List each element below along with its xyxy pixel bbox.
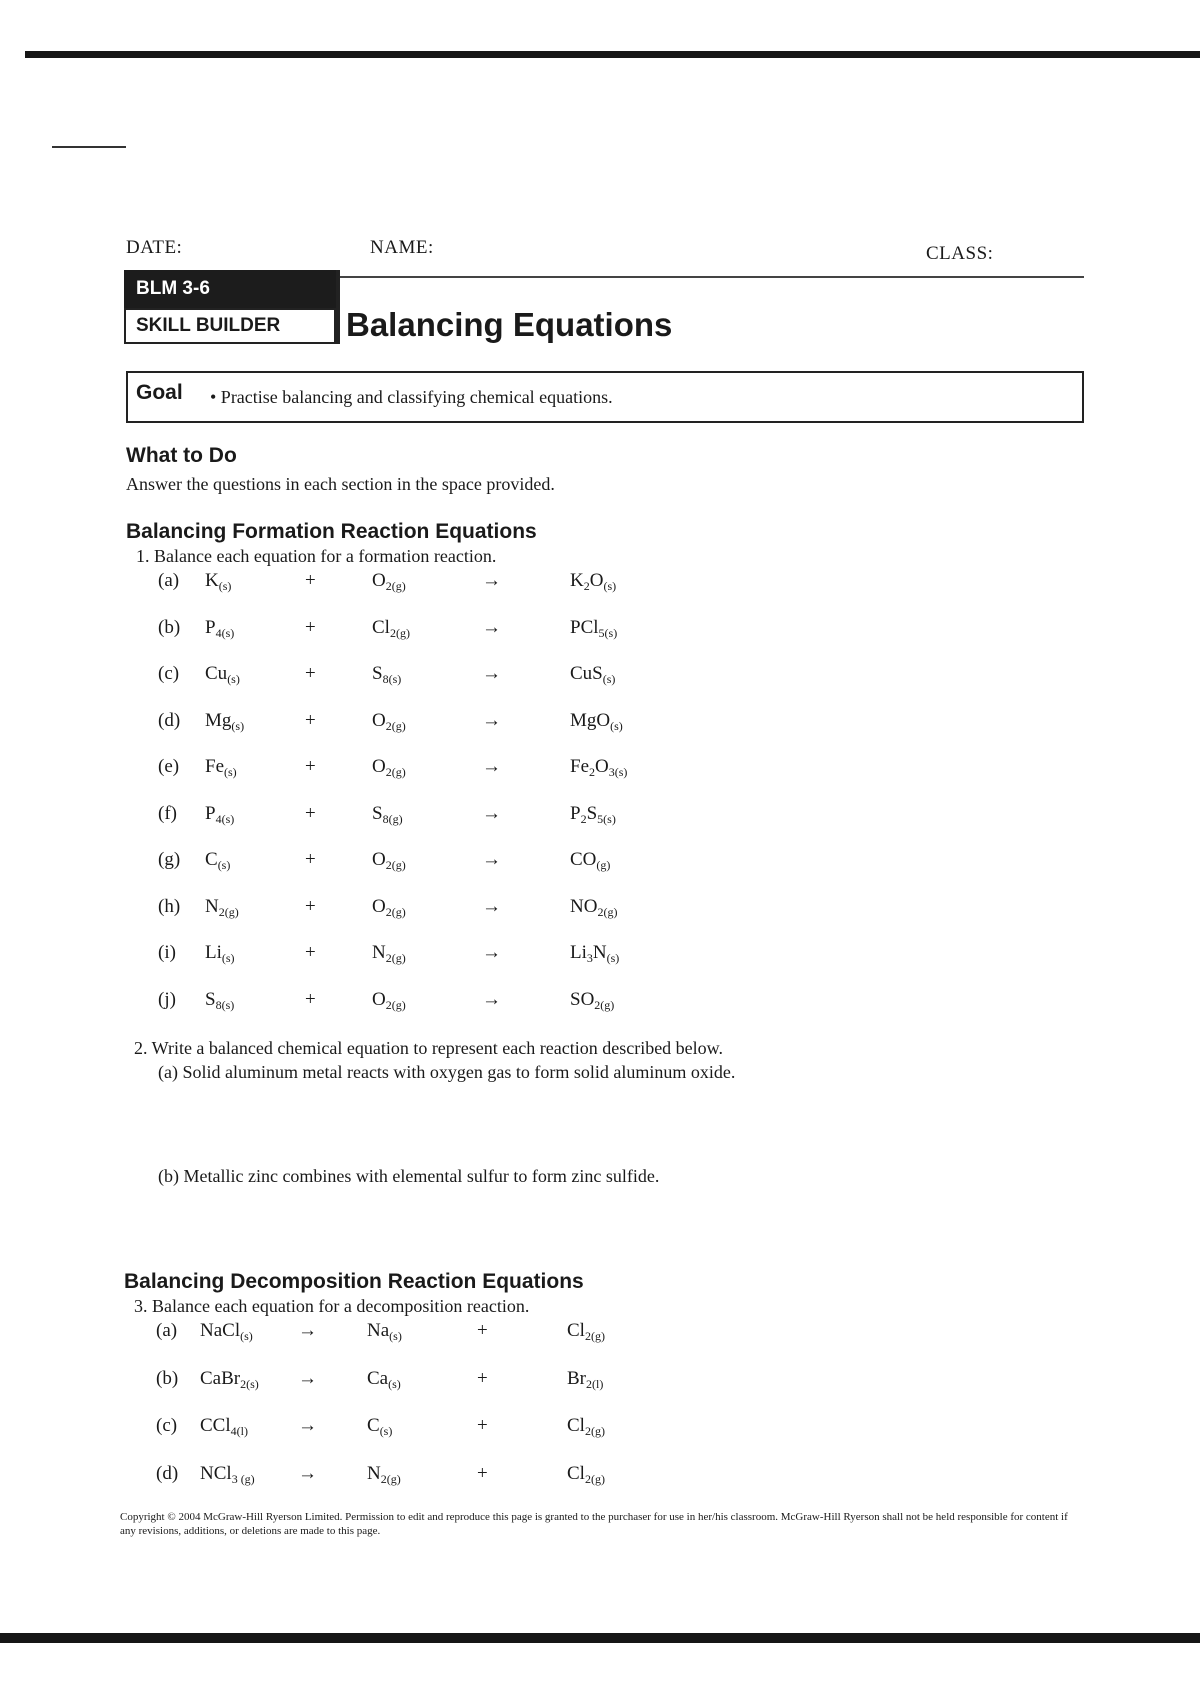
reactant-1: $Mg_{(s)}$ [205,709,245,733]
product-1: $N_{2(g)}$ [367,1462,401,1486]
reactant-2: $Cl_{2(g)}$ [372,616,410,640]
plus-sign: + [477,1462,488,1484]
reaction-arrow: → [298,1320,317,1341]
reactant: CaBr$_{2(s)}$ [200,1367,259,1391]
product-2: $Cl_{2(g)}$ [567,1320,605,1343]
reactant-1: $P_{4(s)}$ [205,802,235,826]
scan-mark [52,146,126,148]
item-label: (b) [156,1367,179,1389]
reactant-2: $S_{8(s)}$ [372,663,402,686]
what-to-do-heading: What to Do [126,444,237,467]
reaction-arrow: → [298,1415,317,1436]
reactant-1: $C_{(s)}$ [205,849,231,872]
reactant-1: $P_{4(s)}$ [205,616,235,640]
goal-label: Goal [136,381,183,404]
product: $CO_{(g)}$ [570,849,611,872]
question-2a-prompt: (a) Solid aluminum metal reacts with oxygen gas to form solid aluminum oxide. [158,1062,736,1082]
reactant-2: $O_{2(g)}$ [372,570,406,593]
page-title: Balancing Equations [346,306,673,343]
reactant: CCl$_{4(l)}$ [200,1415,248,1438]
title-divider [336,270,340,344]
question-2b-prompt: (b) Metallic zinc combines with elemental sulfur to form zinc sulfide. [158,1166,660,1186]
reactant-1: $S_{8(s)}$ [205,988,235,1012]
item-label: (j) [158,988,176,1010]
item-label: (i) [158,942,176,963]
plus-sign: + [477,1367,488,1389]
reaction-arrow: → [482,570,501,591]
scan-border-top [25,51,1200,58]
reactant: NaCl$_{(s)}$ [200,1320,253,1343]
reactant-2: $N_{2(g)}$ [372,942,406,965]
reaction-arrow: → [482,616,501,638]
product: $NO_{2(g)}$ [570,895,618,919]
date-label: DATE: [126,237,183,258]
plus-sign: + [305,942,316,963]
reaction-arrow: → [482,895,501,917]
blm-code-badge: BLM 3-6 [124,270,336,308]
reactant-2: $S_{8(g)}$ [372,802,403,826]
reactant-1: $Cu_{(s)}$ [205,663,240,686]
plus-sign: + [477,1415,488,1436]
product-2: $Br_{2(l)}$ [567,1367,604,1391]
goal-text: • Practise balancing and classifying chemical equations. [210,387,613,407]
plus-sign: + [305,802,316,824]
question-2-prompt: 2. Write a balanced chemical equation to represent each reaction described below. [134,1038,723,1058]
reaction-arrow: → [298,1367,317,1389]
item-label: (a) [158,570,180,591]
reactant-2: $O_{2(g)}$ [372,988,406,1012]
item-label: (d) [156,1462,179,1484]
reaction-arrow: → [298,1462,317,1484]
product-2: $Cl_{2(g)}$ [567,1415,605,1438]
reactant-1: $Li_{(s)}$ [205,942,235,965]
reactant-1: $Fe_{(s)}$ [205,756,237,779]
question-3-prompt: 3. Balance each equation for a decomposition reaction. [134,1296,530,1316]
reaction-arrow: → [482,849,501,870]
product-1: $Na_{(s)}$ [367,1320,402,1343]
product: CuS$_{(s)}$ [570,663,616,686]
product: $K_2O_{(s)}$ [570,570,617,593]
item-label: (a) [156,1320,178,1341]
product-2: $Cl_{2(g)}$ [567,1462,605,1486]
plus-sign: + [305,663,316,684]
item-label: (b) [158,616,181,638]
product: $P_2S_{5(s)}$ [570,802,616,826]
item-label: (f) [158,802,177,824]
plus-sign: + [305,616,316,638]
product: $SO_{2(g)}$ [570,988,615,1012]
item-label: (c) [156,1415,178,1436]
reactant-2: $O_{2(g)}$ [372,849,406,872]
plus-sign: + [305,570,316,591]
item-label: (g) [158,849,181,870]
plus-sign: + [305,849,316,870]
plus-sign: + [305,709,316,731]
item-label: (d) [158,709,181,731]
plus-sign: + [305,895,316,917]
product: $Fe_2O_{3(s)}$ [570,756,628,779]
product: $Li_3N_{(s)}$ [570,942,620,965]
name-label: NAME: [370,237,434,258]
item-label: (c) [158,663,180,684]
product-1: $Ca_{(s)}$ [367,1367,401,1391]
decomposition-heading: Balancing Decomposition Reaction Equations [124,1270,584,1293]
question-1-prompt: 1. Balance each equation for a formation reaction. [136,546,497,566]
item-label: (e) [158,756,180,777]
formation-heading: Balancing Formation Reaction Equations [126,520,537,543]
plus-sign: + [305,988,316,1010]
skill-builder-badge: SKILL BUILDER [124,308,336,344]
reaction-arrow: → [482,756,501,777]
plus-sign: + [305,756,316,777]
scan-border-bottom [0,1633,1200,1643]
reaction-arrow: → [482,988,501,1010]
reactant-2: $O_{2(g)}$ [372,709,406,733]
reactant-1: $K_{(s)}$ [205,570,232,593]
reaction-arrow: → [482,663,501,684]
reactant-2: $O_{2(g)}$ [372,756,406,779]
reactant-1: $N_{2(g)}$ [205,895,239,919]
product-1: $C_{(s)}$ [367,1415,393,1438]
reaction-arrow: → [482,709,501,731]
class-label: CLASS: [926,243,994,264]
reaction-arrow: → [482,942,501,963]
reaction-arrow: → [482,802,501,824]
product: MgO$_{(s)}$ [570,709,623,733]
reactant: NCl$_{3 (g)}$ [200,1462,255,1486]
copyright-notice: Copyright © 2004 McGraw-Hill Ryerson Limited. Permission to edit and reproduce this page is granted to the purchaser for use in her/his classroom. McGraw-Hill Ryerson shall not be held responsible for content if any revisions, additions, or deletions are made to this page. [120,1511,1068,1537]
product: PCl$_{5(s)}$ [570,616,618,640]
item-label: (h) [158,895,181,917]
reactant-2: $O_{2(g)}$ [372,895,406,919]
what-to-do-text: Answer the questions in each section in the space provided. [126,474,555,494]
plus-sign: + [477,1320,488,1341]
